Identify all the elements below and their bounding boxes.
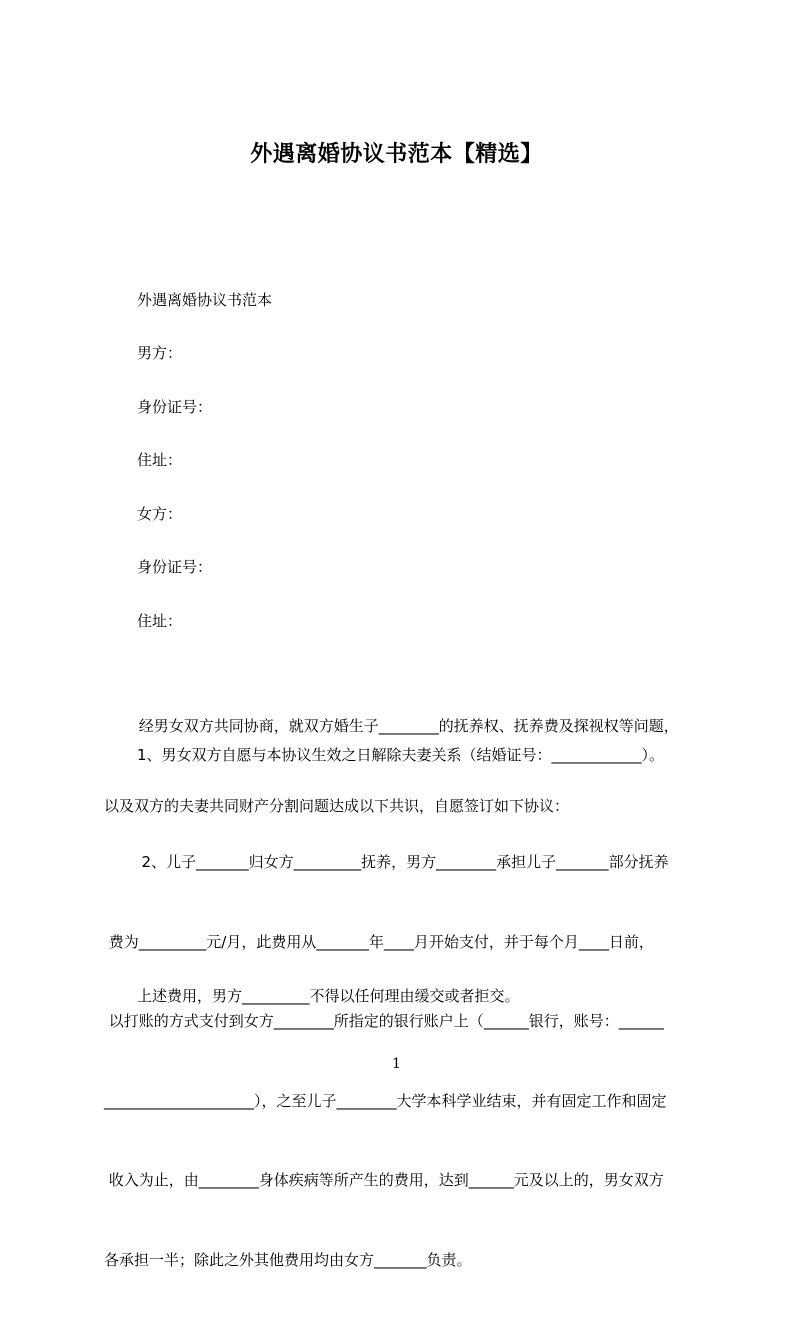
clause-2-line-3: 以打账的方式支付到女方________所指定的银行账户上（______银行，账号：______ <box>104 1012 664 1030</box>
husband-address-field-label: 住址： <box>137 451 183 469</box>
husband-id-field-label: 身份证号： <box>137 398 213 416</box>
husband-field-label: 男方： <box>137 344 183 362</box>
document-subtitle: 外遇离婚协议书范本 <box>137 291 273 309</box>
wife-field-label: 女方： <box>137 505 183 523</box>
document-title: 外遇离婚协议书范本【精选】 <box>250 142 543 167</box>
wife-address-field-label: 住址： <box>137 612 183 630</box>
intro-line-1: 经男女双方共同协商，就双方婚生子________的抚养权、抚养费及探视权等问题， <box>134 717 679 735</box>
clause-2-line-5: 收入为止，由________身体疾病等所产生的费用，达到______元及以上的，男女双方 <box>104 1171 664 1189</box>
clause-2-line-2: 费为_________元/月，此费用从_______年____月开始支付，并于每个月____日前， <box>104 932 654 951</box>
wife-id-field-label: 身份证号： <box>137 558 213 576</box>
clause-2-line-1: 2、儿子_______归女方_________抚养，男方________承担儿子_______部分抚养 <box>132 853 669 871</box>
page-number: 1 <box>392 1056 401 1072</box>
clause-2-line-6: 各承担一半；除此之外其他费用均由女方_______负责。 <box>104 1250 472 1269</box>
clause-1: 1、男女双方自愿与本协议生效之日解除夫妻关系（结婚证号：____________）。 <box>137 746 665 764</box>
closing-paragraph: 上述费用，男方_________不得以任何理由缓交或者拒交。 <box>137 987 520 1005</box>
clause-2-line-4: ____________________），之至儿子________大学本科学业结束，并有固定工作和固定 <box>104 1091 667 1110</box>
intro-line-2: 以及双方的夫妻共同财产分割问题达成以下共识，自愿签订如下协议： <box>104 796 570 815</box>
